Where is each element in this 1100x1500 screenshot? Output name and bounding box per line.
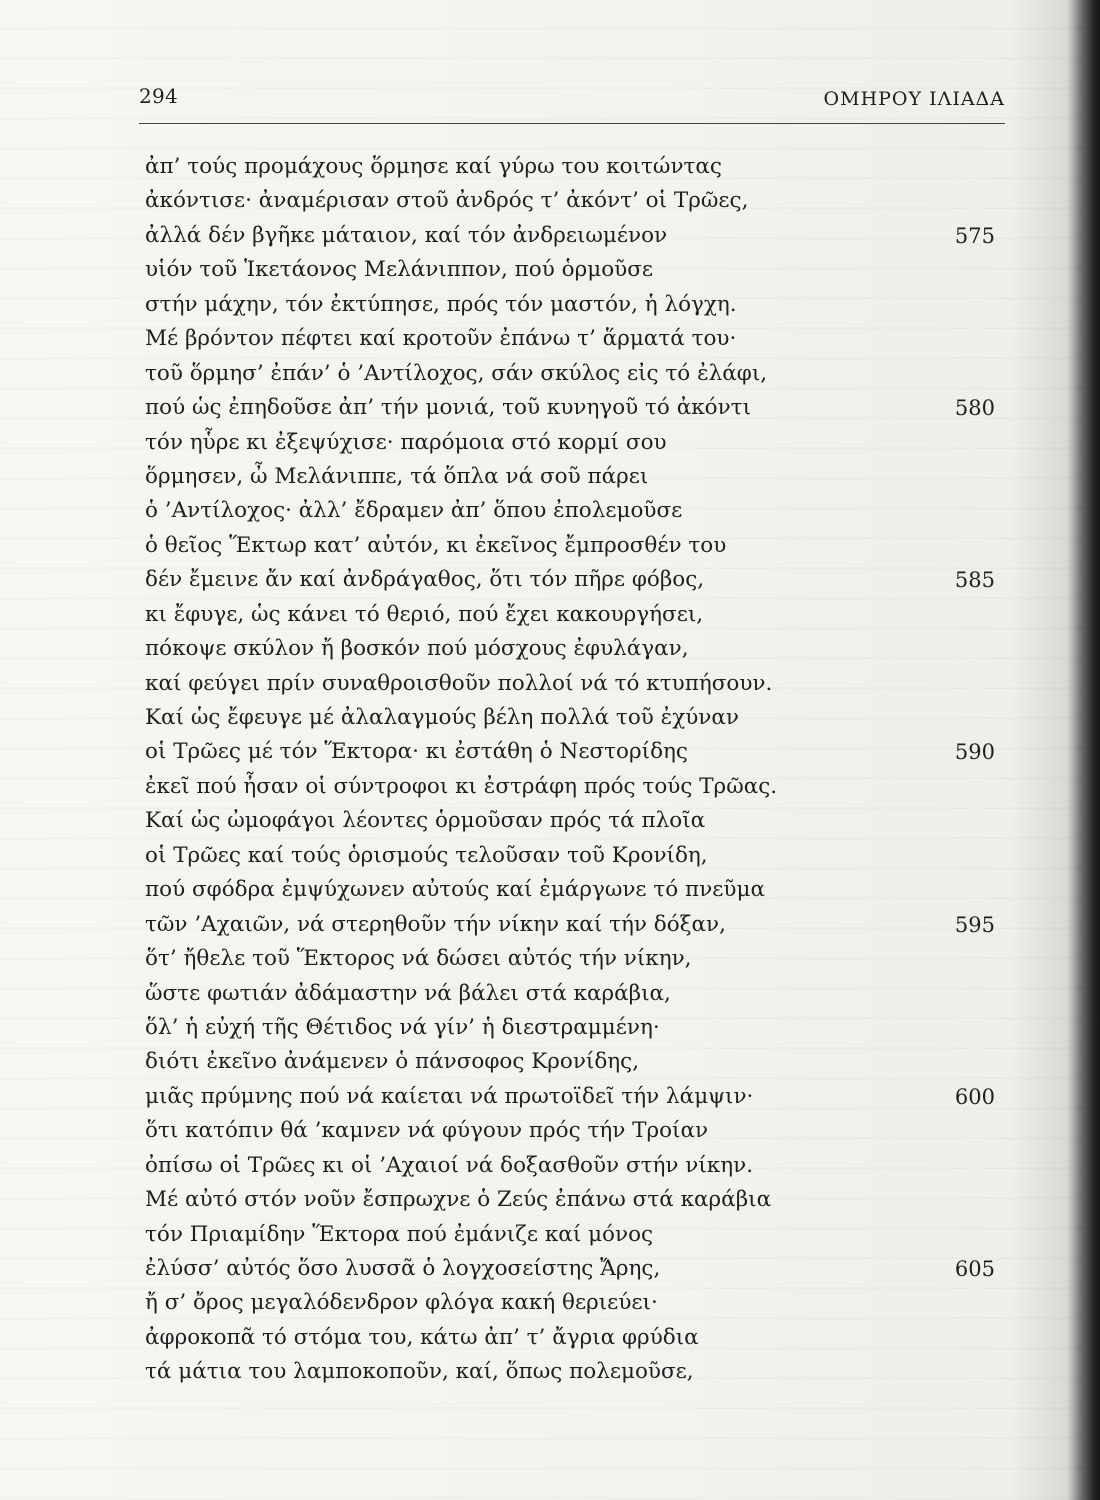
verse-line [145,460,995,494]
verse-text: Καί ὡς ὠμοφάγοι λέοντες ὁρμοῦσαν πρός τά πλοῖα [145,808,706,834]
verse-text: ὁ ’Αντίλοχος· ἀλλ’ ἔδραμεν ἀπ’ ὅπου ἐπολεμοῦσε [145,498,683,524]
verse-text: μιᾶς πρύμνης πού νά καίεται νά πρωτοϊδεῖ τήν λάμψιν· [145,1083,754,1109]
line-number: 585 [954,568,995,593]
verse-line [145,357,995,391]
verse-line [145,288,995,322]
verse-text: ὀπίσω οἱ Τρῶες κι οἱ ’Αχαιοί νά δοξασθοῦν στήν νίκην. [145,1152,754,1178]
verse-text: ἐκεῖ πού ἦσαν οἱ σύντροφοι κι ἐστράφη πρός τούς Τρῶας. [145,773,778,799]
verse-text: στήν μάχην, τόν ἐκτύπησε, πρός τόν μαστόν, ἡ λόγχη. [145,291,737,317]
verse-line [145,1355,995,1389]
page-number: 294 [139,84,179,108]
verse-line [145,494,995,528]
verse-text: ὅτ’ ἤθελε τοῦ Ἕκτορος νά δώσει αὐτός τήν νίκην, [145,946,692,972]
verse-line [145,735,995,769]
verse-line [145,184,995,218]
verse-line [145,701,995,735]
verse-text: τῶν ’Αχαιῶν, νά στερηθοῦν τήν νίκην καί τήν δόξαν, [145,911,726,937]
verse-line [145,977,995,1011]
verse-line [145,426,995,460]
verse-line [145,253,995,287]
verse-text: οἱ Τρῶες μέ τόν Ἕκτορα· κι ἐστάθη ὁ Νεστορίδης [145,739,688,765]
verse-text: ὁ θεῖος Ἕκτωρ κατ’ αὐτόν, κι ἐκεῖνος ἔμπροσθέν του [145,532,727,558]
verse-text: τόν ηὗρε κι ἐξεψύχισε· παρόμοια στό κορμί σου [145,429,667,455]
verse-line [145,529,995,563]
verse-text: ὅτι κατόπιν θά ’καμνεν νά φύγουν πρός τήν Τροίαν [145,1118,709,1144]
line-number: 575 [954,223,995,248]
line-number: 600 [954,1084,995,1109]
verse-text: πού ὡς ἐπηδοῦσε ἀπ’ τήν μονιά, τοῦ κυνηγοῦ τό ἀκόντι [145,395,752,421]
verse-line [145,1080,995,1114]
verse-line [145,873,995,907]
verse-line [145,1321,995,1355]
verse-text: ὥστε φωτιάν ἀδάμαστην νά βάλει στά καράβια, [145,980,671,1006]
verse-text: Μέ βρόντον πέφτει καί κροτοῦν ἐπάνω τ’ ἅρματά του· [145,326,737,352]
verse-line [145,391,995,425]
verse-text: Καί ὡς ἔφευγε μέ ἀλαλαγμούς βέλη πολλά τοῦ ἐχύναν [145,705,739,730]
verse-line [145,667,995,701]
verse-text: ὅρμησεν, ὦ Μελάνιππε, τά ὅπλα νά σοῦ πάρει [145,463,649,489]
verse-text: καί φεύγει πρίν συναθροισθοῦν πολλοί νά τό κτυπήσουν. [145,670,773,696]
verse-text: πού σφόδρα ἐμψύχωνεν αὐτούς καί ἐμάργωνε τό πνεῦμα [145,877,765,903]
verse-text: ἀκόντισε· ἀναμέρισαν στοῦ ἀνδρός τ’ ἀκόντ’ οἱ Τρῶες, [145,188,749,214]
verse-line [145,632,995,666]
verse-line [145,908,995,942]
verse-text: δέν ἔμεινε ἄν καί ἀνδράγαθος, ὅτι τόν πῆρε φόβος, [145,567,705,593]
binding-shadow [1074,0,1100,1500]
verse-line [145,1045,995,1079]
page-header [139,84,1005,118]
running-head: ΟΜΗΡΟΥ ΙΛΙΑΔΑ [823,88,1005,110]
line-number: 590 [954,740,995,765]
verse-line [145,1218,995,1252]
verse-text: ἐλύσσ’ αὐτός ὅσο λυσσᾶ ὁ λογχοσείστης Ἄρης, [145,1256,661,1281]
line-number: 580 [954,396,995,421]
verse-line [145,942,995,976]
verse-text: κι ἔφυγε, ὡς κάνει τό θεριό, πού ἔχει κακουργήσει, [145,601,704,627]
verse-line [145,563,995,597]
verse-line [145,322,995,356]
verse-list [145,150,995,1390]
header-rule [139,123,1005,124]
verse-text: διότι ἐκεῖνο ἀνάμενεν ὁ πάνσοφος Κρονίδης, [145,1049,640,1075]
verse-line [145,598,995,632]
line-number: 595 [954,912,995,937]
verse-line [145,1252,995,1286]
verse-line [145,1149,995,1183]
verse-text: οἱ Τρῶες καί τούς ὁρισμούς τελοῦσαν τοῦ Κρονίδη, [145,842,708,868]
verse-line [145,1011,995,1045]
verse-line [145,150,995,184]
verse-text: ἀφροκοπᾶ τό στόμα του, κάτω ἀπ’ τ’ ἄγρια φρύδια [145,1324,699,1350]
verse-text: πόκοψε σκύλον ἤ βοσκόν πού μόσχους ἐφυλάγαν, [145,636,689,662]
verse-line [145,219,995,253]
verse-line [145,1114,995,1148]
line-number: 605 [954,1257,995,1281]
verse-text: τόν Πριαμίδην Ἕκτορα πού ἐμάνιζε καί μόνος [145,1221,654,1247]
verse-text: ὅλ’ ἡ εὐχή τῆς Θέτιδος νά γίν’ ἡ διεστραμμένη· [145,1014,660,1040]
verse-line [145,770,995,804]
verse-line [145,1286,995,1320]
verse-line [145,1183,995,1217]
verse-text: ἤ σ’ ὄρος μεγαλόδενδρον φλόγα κακή θεριεύει· [145,1290,658,1316]
verse-text: τοῦ ὅρμησ’ ἐπάν’ ὁ ’Αντίλοχος, σάν σκύλος εἰς τό ἐλάφι, [145,360,768,386]
verse-line [145,839,995,873]
verse-text: υἱόν τοῦ Ἱκετάονος Μελάνιππον, πού ὁρμοῦσε [145,257,654,283]
verse-text: τά μάτια του λαμποκοποῦν, καί, ὅπως πολεμοῦσε, [145,1359,694,1385]
verse-line [145,804,995,838]
verse-text: ἀλλά δέν βγῆκε μάταιον, καί τόν ἀνδρειωμένον [145,222,668,248]
verse-text: Μέ αὐτό στόν νοῦν ἔσπρωχνε ὁ Ζεύς ἐπάνω στά καράβια [145,1187,772,1213]
verse-text: ἀπ’ τούς προμάχους ὅρμησε καί γύρω του κοιτώντας [145,154,722,179]
